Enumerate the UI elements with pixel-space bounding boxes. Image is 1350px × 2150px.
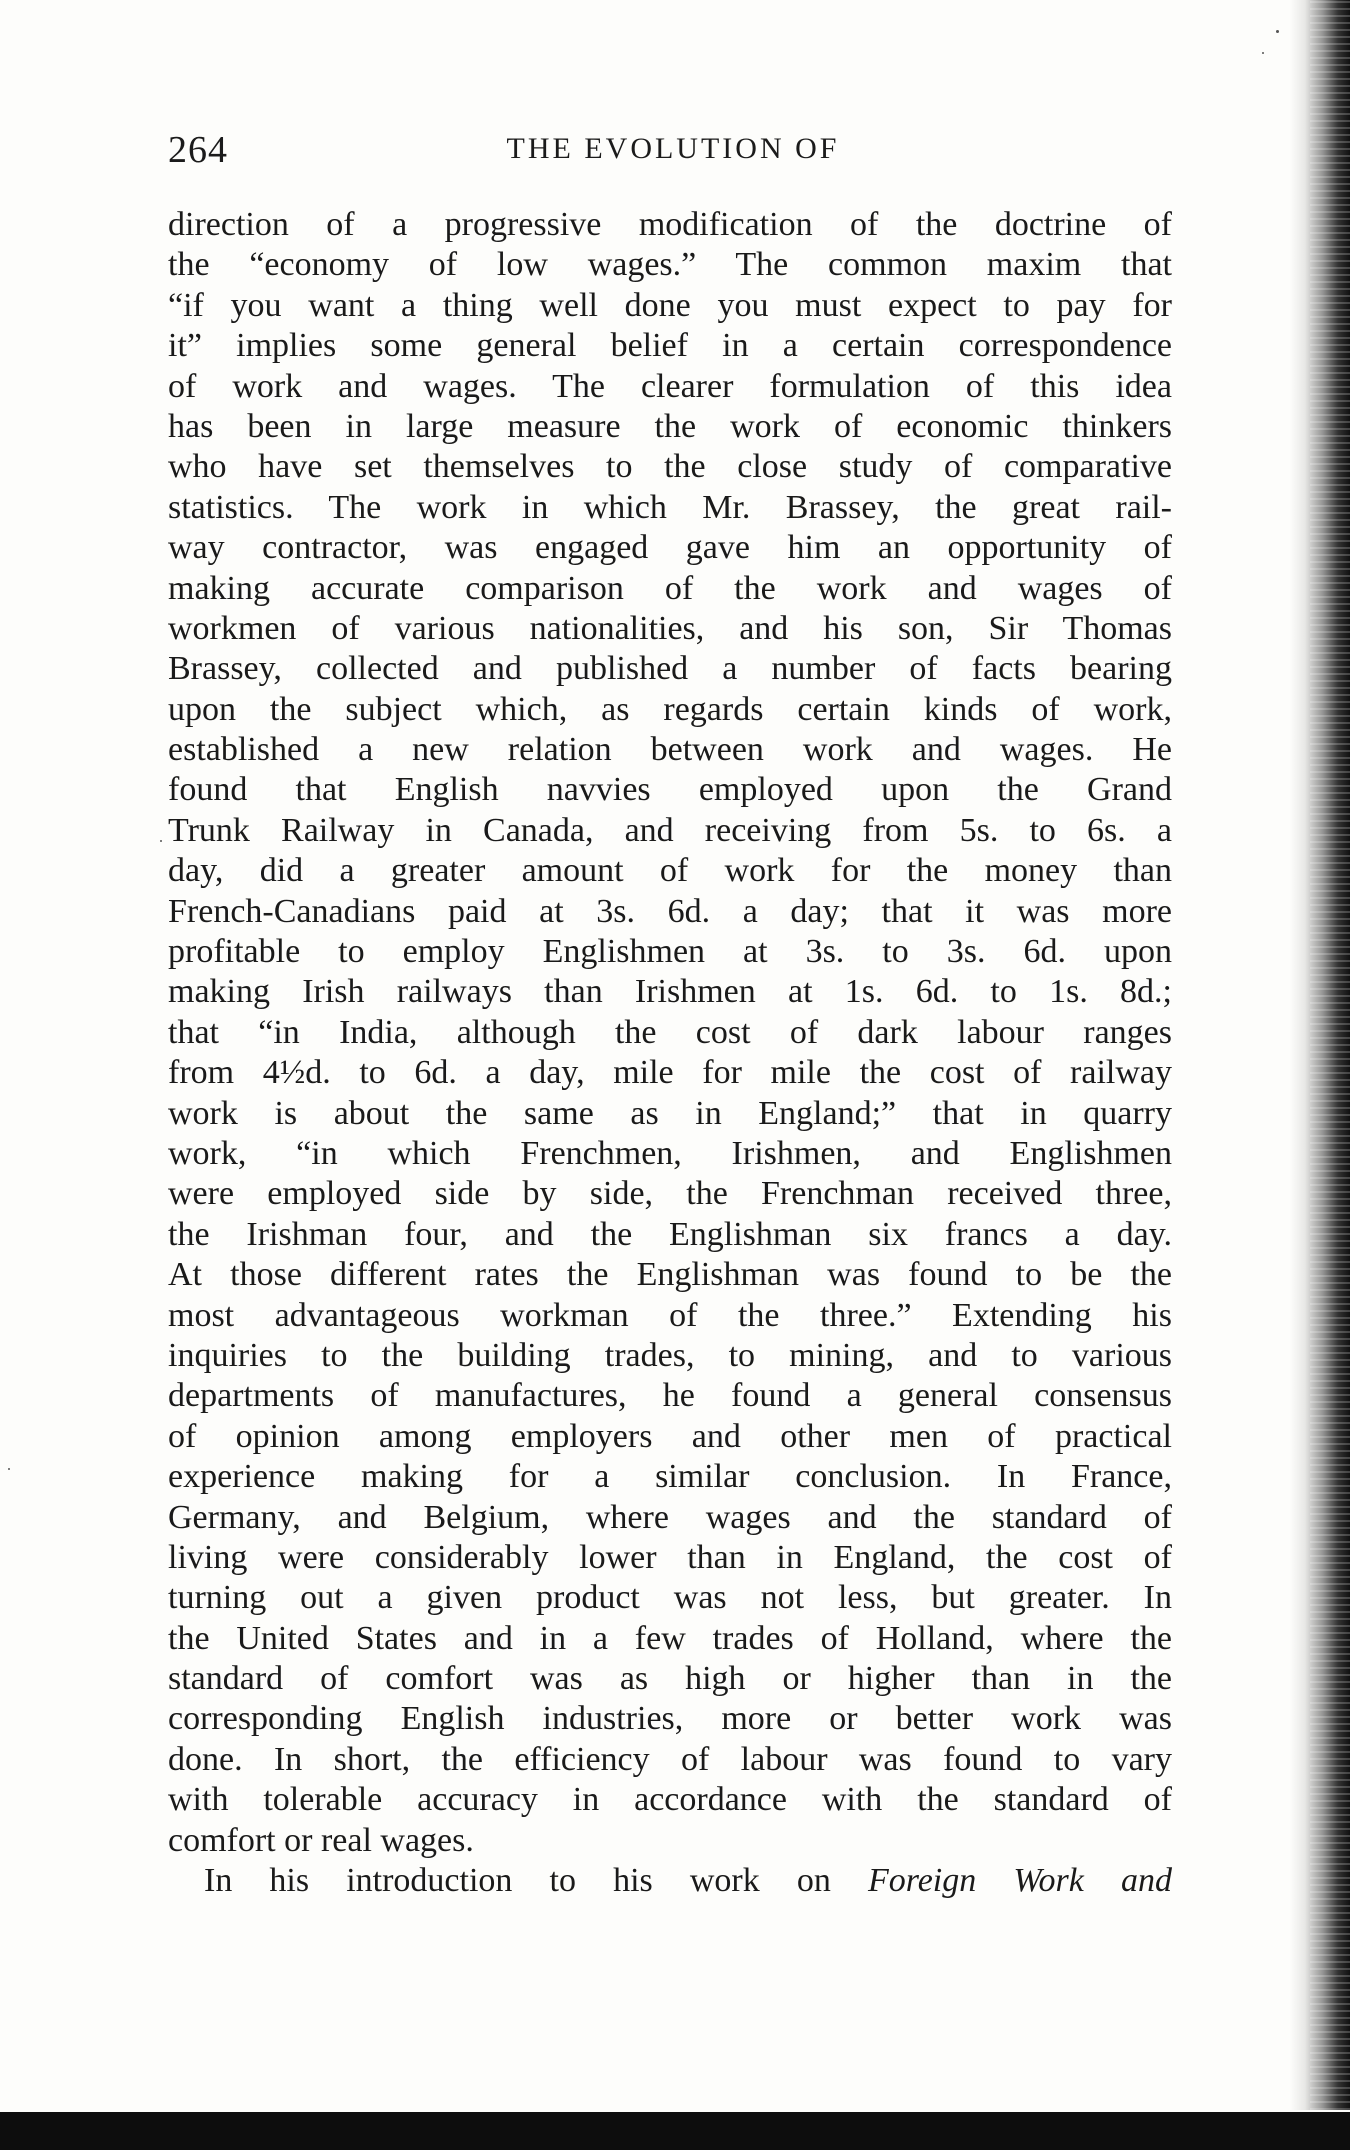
body-text [168,205,1172,1901]
text-line: profitable to employ Englishmen at 3s. to 3s. 6d. upon [168,933,1172,971]
text-line: were employed side by side, the Frenchman received three, [168,1175,1172,1213]
text-line: the Irishman four, and the Englishman six francs a day. [168,1215,1172,1253]
text-line: turning out a given product was not less, but greater. In [168,1579,1172,1617]
text-line: upon the subject which, as regards certain kinds of work, [168,690,1172,728]
text-line: it” implies some general belief in a certain correspondence [168,327,1172,365]
text-line: workmen of various nationalities, and his son, Sir Thomas [168,609,1172,647]
scan-speck [160,840,162,842]
text-line: departments of manufactures, he found a general consensus [168,1377,1172,1415]
text-line: inquiries to the building trades, to mining, and to various [168,1336,1172,1374]
book-title-italic: Foreign Work and [867,1862,1172,1900]
scan-speck [8,1468,10,1470]
text-line: work is about the same as in England;” that in quarry [168,1094,1172,1132]
scan-bottom-border [0,2112,1350,2150]
text-line: has been in large measure the work of economic thinkers [168,407,1172,445]
text-line: Trunk Railway in Canada, and receiving from 5s. to 6s. a [168,811,1172,849]
paragraph-end-line: comfort or real wages. [168,1821,474,1859]
scan-speck [1276,30,1279,33]
text-line: who have set themselves to the close study of comparative [168,448,1172,486]
text-line: that “in India, although the cost of dark labour ranges [168,1013,1172,1051]
text-line: standard of comfort was as high or higher than in the [168,1660,1172,1698]
running-head [168,128,1178,178]
text-line: with tolerable accuracy in accordance with the standard of [168,1781,1172,1819]
text-line: corresponding English industries, more or better work was [168,1700,1172,1738]
text-line: most advantageous workman of the three.” Extending his [168,1296,1172,1334]
text-line: the “economy of low wages.” The common maxim that [168,246,1172,284]
scan-speck [1262,52,1264,54]
text-line: At those different rates the Englishman was found to be the [168,1256,1172,1294]
text-line: day, did a greater amount of work for the money than [168,852,1172,890]
text-line: experience making for a similar conclusion. In France, [168,1458,1172,1496]
text-line: making Irish railways than Irishmen at 1s. 6d. to 1s. 8d.; [168,973,1172,1011]
page-edge-texture [1310,0,1350,2110]
final-line-text: In his introduction to his work on [204,1862,868,1900]
text-line: of work and wages. The clearer formulation of this idea [168,367,1172,405]
text-line: of opinion among employers and other men of practical [168,1417,1172,1455]
text-line: from 4½d. to 6d. a day, mile for mile the cost of railway [168,1054,1172,1092]
text-line: done. In short, the efficiency of labour was found to vary [168,1740,1172,1778]
text-line: Brassey, collected and published a number of facts bearing [168,650,1172,688]
text-line: established a new relation between work and wages. He [168,731,1172,769]
text-line: direction of a progressive modification of the doctrine of [168,206,1172,243]
text-line: the United States and in a few trades of Holland, where the [168,1619,1172,1657]
text-line: French-Canadians paid at 3s. 6d. a day; that it was more [168,892,1172,930]
paragraph-start-line [168,1861,1172,1901]
text-line: statistics. The work in which Mr. Brassey, the great rail- [168,488,1172,526]
page-number: 264 [168,129,228,171]
text-line: living were considerably lower than in England, the cost of [168,1538,1172,1576]
text-line: found that English navvies employed upon the Grand [168,771,1172,809]
text-line: way contractor, was engaged gave him an opportunity of [168,529,1172,567]
text-line: “if you want a thing well done you must expect to pay for [168,286,1172,324]
text-line: work, “in which Frenchmen, Irishmen, and Englishmen [168,1134,1172,1172]
running-title: THE EVOLUTION OF [506,132,840,165]
text-line: making accurate comparison of the work and wages of [168,569,1172,607]
text-line: Germany, and Belgium, where wages and the standard of [168,1498,1172,1536]
